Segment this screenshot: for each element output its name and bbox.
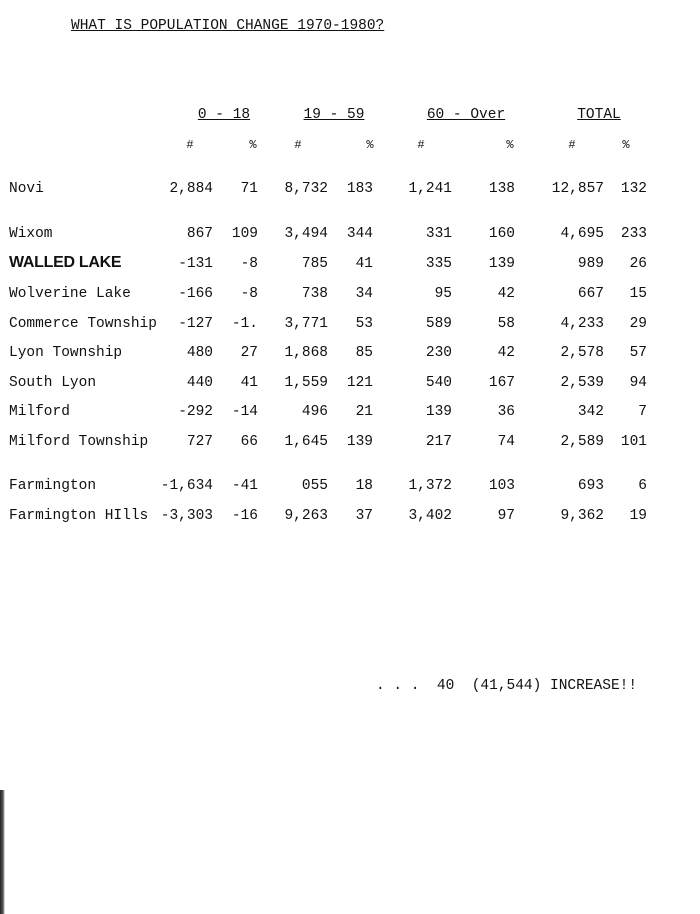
table-cell: -16 <box>231 508 258 524</box>
table-cell: 19 <box>629 508 647 524</box>
table-cell: 7 <box>638 404 647 420</box>
table-cell: 37 <box>355 508 373 524</box>
row-label: Novi <box>9 181 44 197</box>
table-cell: 66 <box>240 434 258 450</box>
page-title: WHAT IS POPULATION CHANGE 1970-1980? <box>71 18 385 34</box>
table-cell: 58 <box>497 316 515 332</box>
group-header-60-over: 60 - Over <box>426 107 506 123</box>
table-cell: 867 <box>186 226 213 242</box>
group-header-0-18: 0 - 18 <box>197 107 251 123</box>
subheader-cell: # <box>417 138 425 152</box>
table-cell: 3,402 <box>408 508 452 524</box>
table-cell: -166 <box>178 286 213 302</box>
table-cell: 183 <box>346 181 373 197</box>
table-cell: 18 <box>355 478 373 494</box>
table-cell: 9,362 <box>560 508 604 524</box>
table-cell: 34 <box>355 286 373 302</box>
table-cell: 139 <box>425 404 452 420</box>
row-label: Farmington HIlls <box>9 508 149 524</box>
table-cell: 2,539 <box>560 375 604 391</box>
table-cell: 233 <box>620 226 647 242</box>
table-cell: 1,868 <box>284 345 328 361</box>
table-cell: 1,372 <box>408 478 452 494</box>
footer-note: . . . 40 (41,544) INCREASE!! <box>376 678 638 694</box>
row-label: Commerce Township <box>9 316 157 332</box>
table-cell: 101 <box>620 434 647 450</box>
table-cell: 139 <box>346 434 373 450</box>
table-cell: 4,233 <box>560 316 604 332</box>
table-cell: 138 <box>488 181 515 197</box>
table-cell: 27 <box>240 345 258 361</box>
subheader-cell: # <box>294 138 302 152</box>
table-cell: 3,771 <box>284 316 328 332</box>
table-cell: 2,578 <box>560 345 604 361</box>
table-cell: 15 <box>629 286 647 302</box>
subheader-cell: # <box>186 138 194 152</box>
table-cell: 785 <box>301 256 328 272</box>
group-header-19-59: 19 - 59 <box>303 107 365 123</box>
row-label: Wolverine Lake <box>9 286 131 302</box>
table-cell: 440 <box>186 375 213 391</box>
table-cell: -1. <box>231 316 258 332</box>
table-cell: 132 <box>620 181 647 197</box>
table-cell: 53 <box>355 316 373 332</box>
table-cell: -8 <box>240 286 258 302</box>
table-cell: 4,695 <box>560 226 604 242</box>
table-cell: 480 <box>186 345 213 361</box>
table-cell: 693 <box>577 478 604 494</box>
table-cell: -3,303 <box>160 508 213 524</box>
table-cell: 8,732 <box>284 181 328 197</box>
table-cell: 667 <box>577 286 604 302</box>
table-cell: 26 <box>629 256 647 272</box>
row-label: Wixom <box>9 226 53 242</box>
table-cell: 540 <box>425 375 452 391</box>
table-cell: 160 <box>488 226 515 242</box>
table-cell: 2,884 <box>169 181 213 197</box>
table-cell: 9,263 <box>284 508 328 524</box>
table-cell: 2,589 <box>560 434 604 450</box>
table-cell: 42 <box>497 286 515 302</box>
table-cell: 230 <box>425 345 452 361</box>
table-cell: -131 <box>178 256 213 272</box>
subheader-cell: % <box>366 138 374 152</box>
subheader-cell: % <box>249 138 257 152</box>
table-cell: 167 <box>488 375 515 391</box>
table-cell: 217 <box>425 434 452 450</box>
table-cell: 74 <box>497 434 515 450</box>
table-cell: 36 <box>497 404 515 420</box>
table-cell: 344 <box>346 226 373 242</box>
subheader-cell: # <box>568 138 576 152</box>
table-cell: 41 <box>240 375 258 391</box>
table-cell: 589 <box>425 316 452 332</box>
table-cell: 1,559 <box>284 375 328 391</box>
table-cell: 95 <box>434 286 452 302</box>
subheader-cell: % <box>506 138 514 152</box>
table-cell: 335 <box>425 256 452 272</box>
table-cell: 727 <box>186 434 213 450</box>
table-cell: 29 <box>629 316 647 332</box>
table-cell: 57 <box>629 345 647 361</box>
row-label: WALLED LAKE <box>9 254 122 271</box>
table-cell: 496 <box>301 404 328 420</box>
table-cell: 21 <box>355 404 373 420</box>
table-cell: 121 <box>346 375 373 391</box>
table-cell: 71 <box>240 181 258 197</box>
group-header-total: TOTAL <box>577 107 621 123</box>
table-cell: 85 <box>355 345 373 361</box>
table-cell: 1,645 <box>284 434 328 450</box>
table-cell: -1,634 <box>160 478 213 494</box>
row-label: Farmington <box>9 478 97 494</box>
table-cell: 12,857 <box>551 181 604 197</box>
table-cell: -127 <box>178 316 213 332</box>
table-cell: 342 <box>577 404 604 420</box>
table-cell: 738 <box>301 286 328 302</box>
table-cell: 055 <box>301 478 328 494</box>
row-label: Lyon Township <box>9 345 123 361</box>
table-cell: 94 <box>629 375 647 391</box>
table-cell: -292 <box>178 404 213 420</box>
table-cell: 989 <box>577 256 604 272</box>
table-cell: 6 <box>638 478 647 494</box>
row-label: Milford Township <box>9 434 149 450</box>
table-cell: 97 <box>497 508 515 524</box>
table-cell: 41 <box>355 256 373 272</box>
table-cell: -14 <box>231 404 258 420</box>
table-cell: -8 <box>240 256 258 272</box>
table-cell: 1,241 <box>408 181 452 197</box>
row-label: South Lyon <box>9 375 97 391</box>
scan-edge-mark <box>0 790 5 914</box>
table-cell: 109 <box>231 226 258 242</box>
table-cell: 331 <box>425 226 452 242</box>
table-cell: 103 <box>488 478 515 494</box>
table-cell: 139 <box>488 256 515 272</box>
subheader-cell: % <box>622 138 630 152</box>
row-label: Milford <box>9 404 70 420</box>
table-cell: -41 <box>231 478 258 494</box>
table-cell: 3,494 <box>284 226 328 242</box>
table-cell: 42 <box>497 345 515 361</box>
